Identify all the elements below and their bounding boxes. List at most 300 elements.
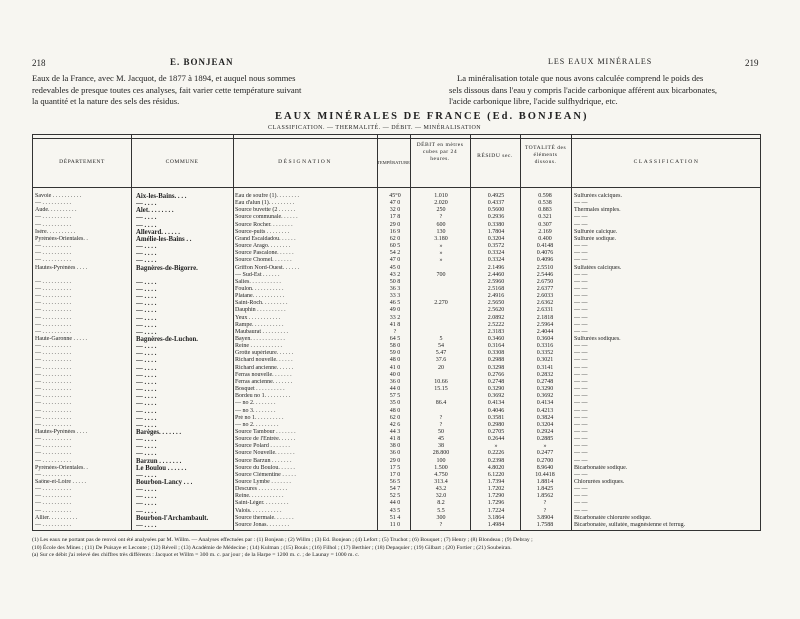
table-row	[33, 400, 760, 407]
residu-cell: 0.3308	[487, 350, 505, 357]
temperature-cell: 48 0	[389, 407, 401, 414]
designation-cell: Grotte supérieure. . . . . .	[235, 350, 294, 357]
classification-cell: — —	[574, 421, 588, 428]
temperature-cell: 44 0	[389, 500, 401, 507]
classification-cell: — —	[574, 314, 588, 321]
classification-cell: — —	[574, 285, 588, 292]
temperature-cell: 32 0	[389, 207, 401, 214]
departement-cell: — . . . . . . . . . .	[35, 328, 71, 335]
classification-cell: — —	[574, 364, 588, 371]
classification-cell: — —	[574, 386, 588, 393]
departement-cell: — . . . . . . . . . .	[35, 378, 71, 385]
table-row	[33, 515, 760, 522]
residu-cell: 0.4337	[487, 200, 505, 207]
temperature-cell: 48 0	[389, 357, 401, 364]
commune-cell: — . . . .	[136, 521, 157, 529]
debit-cell: 28.800	[432, 450, 450, 457]
table-row	[33, 500, 760, 507]
debit-cell: »	[439, 257, 443, 264]
commune-cell: — . . . .	[136, 436, 157, 444]
departement-cell: — . . . . . . . . . .	[35, 471, 71, 478]
designation-cell: Source Arago. . . . . . . .	[235, 243, 291, 250]
classification-cell: — —	[574, 350, 588, 357]
departement-cell: — . . . . . . . . . .	[35, 486, 71, 493]
debit-cell: ?	[439, 521, 443, 528]
classification-cell: Sulfurées sodiques.	[574, 336, 621, 342]
commune-cell: — . . . .	[136, 321, 157, 329]
classification-cell: — —	[574, 450, 588, 457]
classification-cell: — —	[574, 293, 588, 300]
residu-cell: 0.2748	[487, 378, 505, 385]
table-row	[33, 250, 760, 257]
debit-cell: 32.0	[435, 493, 447, 500]
left-page-number: 218	[32, 58, 46, 68]
totalite-cell: 0.2885	[536, 436, 554, 443]
residu-cell: 0.4046	[487, 407, 505, 414]
totalite-cell: 2.5510	[536, 264, 554, 271]
classification-cell: — —	[574, 436, 588, 443]
designation-cell: Griffon Nord-Ouest. . . . . .	[235, 264, 300, 271]
classification-cell: — —	[574, 486, 588, 493]
right-intro-line: sels dissous dans l'eau y compris l'acide carbonique afférent aux bicarbonates,	[449, 84, 718, 95]
designation-cell: Pré no 1. . . . . . . . . .	[235, 414, 284, 421]
temperature-cell: 56 5	[389, 479, 401, 485]
designation-cell: Source de l'Entrée. . . . . .	[235, 436, 296, 443]
temperature-cell: 54 2	[389, 250, 401, 257]
classification-cell: — —	[574, 343, 588, 350]
classification-cell: — —	[574, 243, 588, 250]
departement-cell: Haute-Garonne . . . . .	[35, 336, 87, 342]
designation-cell: Rampe. . . . . . . . . . .	[235, 321, 284, 328]
table-row	[33, 279, 760, 286]
designation-cell: Reine . . . . . . . . . . .	[235, 343, 282, 350]
departement-cell: — . . . . . . . . . .	[35, 407, 71, 414]
right-intro-line: l'acide carbonique libre, l'acide sulfhydrique, etc.	[449, 96, 618, 106]
temperature-cell: 62 0	[389, 235, 401, 242]
debit-cell: 45	[438, 436, 444, 443]
debit-cell: 2.020	[434, 200, 448, 207]
table-row	[33, 415, 760, 422]
designation-cell: Source Rocher. . . . . . . .	[235, 221, 293, 228]
commune-cell: Barèges. . . . . . .	[136, 428, 182, 436]
table-row	[33, 300, 760, 307]
debit-cell: ?	[439, 421, 443, 428]
departement-cell: — . . . . . . . . . .	[35, 507, 71, 514]
departement-cell: Savoie . . . . . . . . . .	[35, 193, 82, 199]
commune-cell: — . . . .	[136, 471, 157, 479]
totalite-cell: 0.2477	[536, 450, 554, 457]
temperature-cell: 44 3	[389, 428, 401, 435]
departement-cell: — . . . . . . . . . .	[35, 200, 71, 207]
departement-cell: — . . . . . . . . . .	[35, 357, 71, 364]
commune-cell: — . . . .	[136, 493, 157, 501]
temperature-cell: 36 0	[389, 378, 401, 385]
debit-cell: 86.4	[435, 400, 447, 407]
table-row	[33, 472, 760, 479]
departement-cell: Allier. . . . . . . . . .	[35, 514, 78, 521]
designation-cell: Yeux . . . . . . . . . . .	[235, 314, 281, 321]
table-row	[33, 329, 760, 336]
designation-cell: Platane. . . . . . . . . . .	[235, 293, 285, 300]
table-row	[33, 408, 760, 415]
table-row	[33, 365, 760, 372]
totalite-cell: ?	[543, 500, 547, 507]
residu-cell: 0.3324	[487, 250, 505, 257]
totalite-cell: 2.5964	[536, 321, 554, 328]
residu-cell: 1.7290	[487, 493, 505, 500]
departement-cell: — . . . . . . . . . .	[35, 364, 71, 371]
classification-cell: — —	[574, 307, 588, 314]
temperature-cell: 45 0	[389, 264, 401, 271]
debit-cell: 300	[436, 514, 446, 521]
commune-cell: — . . . .	[136, 507, 157, 515]
debit-cell: 100	[436, 457, 446, 464]
debit-cell: »	[439, 250, 443, 257]
debit-cell: 37.6	[435, 357, 447, 364]
residu-cell: 0.2936	[487, 214, 505, 221]
departement-cell: — . . . . . . . . . .	[35, 450, 71, 457]
temperature-cell: 52 5	[389, 493, 401, 500]
designation-cell: Eau de soufre (1). . . . . . . .	[235, 193, 299, 199]
designation-cell: Salies. . . . . . . . . . .	[235, 278, 281, 285]
temperature-cell: 64 5	[389, 336, 401, 342]
table-row	[33, 493, 760, 500]
classification-cell: — —	[574, 400, 588, 407]
residu-cell: 0.3204	[487, 235, 505, 242]
table-row	[33, 229, 760, 236]
designation-cell: — no 2. . . . . . . . .	[235, 421, 279, 428]
designation-cell: Bayen. . . . . . . . . . . .	[235, 336, 285, 342]
residu-cell: 0.2398	[487, 457, 505, 464]
temperature-cell: 35 0	[389, 400, 401, 407]
header-temperature: TEMPÉRATURE	[377, 160, 410, 165]
designation-cell: Reine. . . . . . . . . . . .	[235, 493, 284, 500]
designation-cell: Source Tambour . . . . . . .	[235, 428, 296, 435]
classification-cell: — —	[574, 371, 588, 378]
table-row	[33, 286, 760, 293]
residu-cell: 0.3572	[487, 243, 505, 250]
totalite-cell: 0.307	[538, 221, 552, 228]
departement-cell: — . . . . . . . . . .	[35, 493, 71, 500]
residu-cell: 2.1496	[487, 264, 505, 271]
classification-cell: Sulfurée calcique.	[574, 228, 618, 235]
designation-cell: Ferras nouvelle. . . . . . .	[235, 371, 292, 378]
residu-cell: 1.7296	[487, 500, 505, 507]
totalite-cell: 2.6750	[536, 278, 554, 285]
totalite-cell: 2.169	[538, 228, 552, 235]
designation-cell: Source Clémentine . . . . .	[235, 471, 296, 478]
footnote: (1) Les eaux ne portant pas de renvoi ont été analysées par M. Willm. — Analyses effectuées par : (1) Bonjean ; (2) Willm ; (3) Ed. Bonjean ; (4) Lefort ; (5) Truchot ; (6) Bouquet ; (7) Henry ; (8) Blondeau ; (9) Debray ;	[32, 537, 533, 543]
classification-cell: — —	[574, 378, 588, 385]
residu-cell: 3.1864	[487, 514, 505, 521]
designation-cell: Bordeu no 1. . . . . . . . .	[235, 393, 291, 400]
designation-cell: Valois. . . . . . . . . . .	[235, 507, 282, 514]
totalite-cell: 0.3824	[536, 414, 554, 421]
footnote: (10) École des Mines ; (11) De Puisaye et Leconte ; (12) Réveil ; (13) Académie de Médecine ; (14) Kulman ; (15) Bouis ; (16) Filhol ; (17) Berthier ; (18) Depaquier ; (19) Gilbart ; (20) Fortier ; (21) Soubeiran.	[32, 544, 512, 551]
designation-cell: Richard nouvelle. . . . . .	[235, 357, 293, 364]
totalite-cell: 1.8814	[536, 479, 554, 485]
classification-cell: — —	[574, 357, 588, 364]
table-row	[33, 393, 760, 400]
debit-cell: »	[439, 243, 443, 250]
table-row	[33, 307, 760, 314]
table-row	[33, 315, 760, 322]
left-intro-line: Eaux de la France, avec M. Jacquot, de 1877 à 1894, et auquel nous sommes	[32, 73, 296, 83]
temperature-cell: 43 5	[389, 507, 401, 514]
table-row	[33, 429, 760, 436]
temperature-cell: 41 0	[389, 364, 401, 371]
residu-cell: 1.7202	[487, 486, 505, 493]
debit-cell: 1.500	[434, 464, 448, 471]
table-row	[33, 458, 760, 465]
classification-cell: Bicarbonatée, sulfatée, magnésienne et ferrug.	[574, 521, 686, 528]
debit-cell: 2.270	[434, 300, 448, 307]
table-row	[33, 508, 760, 515]
commune-cell: Bourbon-Lancy . . .	[136, 479, 193, 486]
departement-cell: — . . . . . . . . . .	[35, 321, 71, 328]
totalite-cell: 2.6377	[536, 285, 554, 292]
classification-cell: — —	[574, 428, 588, 435]
designation-cell: — Sud-Est . . . . . .	[235, 271, 280, 278]
classification-cell: — —	[574, 414, 588, 421]
designation-cell: Saint-Léger. . . . . . . . .	[235, 500, 289, 507]
totalite-cell: 0.4148	[536, 243, 554, 250]
commune-cell: — . . . .	[136, 300, 157, 308]
temperature-cell: 49 0	[389, 307, 401, 314]
table-title: EAUX MINÉRALES DE FRANCE (Ed. BONJEAN)	[275, 111, 589, 122]
temperature-cell: 11 0	[389, 521, 401, 528]
temperature-cell: 54 7	[389, 486, 401, 493]
commune-cell: — . . . .	[136, 293, 157, 301]
debit-cell: 5.47	[435, 350, 447, 357]
residu-cell: 0.2705	[487, 428, 505, 435]
table-row	[33, 322, 760, 329]
departement-cell: — . . . . . . . . . .	[35, 278, 71, 285]
classification-cell: — —	[574, 328, 588, 335]
totalite-cell: 2.1818	[536, 314, 554, 321]
commune-cell: — . . . .	[136, 443, 157, 451]
commune-cell: — . . . .	[136, 371, 157, 379]
totalite-cell: »	[543, 443, 547, 450]
commune-cell: Le Boulou . . . . . .	[136, 464, 187, 472]
commune-cell: — . . . .	[136, 407, 157, 415]
residu-cell: 1.4984	[487, 521, 505, 528]
debit-cell: 38	[438, 443, 444, 450]
commune-cell: — . . . .	[136, 378, 157, 386]
header-classification: CLASSIFICATION	[633, 159, 700, 165]
header-debit: DÉBIT en mètres cubes par 24 heures.	[416, 142, 464, 162]
departement-cell: Pyrénées-Orientales. .	[35, 235, 88, 242]
departement-cell: — . . . . . . . . . .	[35, 414, 71, 421]
temperature-cell: 16 9	[389, 228, 401, 235]
departement-cell: — . . . . . . . . . .	[35, 457, 71, 464]
commune-cell: — . . . .	[136, 414, 157, 422]
table-row	[33, 243, 760, 250]
temperature-cell: 43 2	[389, 271, 401, 278]
classification-cell: — —	[574, 214, 588, 221]
debit-cell: ?	[439, 214, 443, 221]
table-row	[33, 357, 760, 364]
totalite-cell: 0.3141	[536, 364, 554, 371]
table-row	[33, 372, 760, 379]
totalite-cell: 2.5446	[536, 271, 554, 278]
totalite-cell: 0.2700	[536, 457, 554, 464]
left-intro-line: redevables de presque toutes ces analyses, fait varier cette température suivant	[32, 84, 302, 95]
table-row	[33, 272, 760, 279]
classification-cell: — —	[574, 221, 588, 228]
commune-cell: — . . . .	[136, 307, 157, 315]
temperature-cell: 50 8	[389, 278, 401, 285]
residu-cell: 0.5600	[487, 207, 505, 214]
table-row	[33, 486, 760, 493]
header-residu: RÉSIDU sec.	[477, 153, 513, 159]
temperature-cell: 17 5	[389, 464, 401, 471]
temperature-cell: 36 3	[389, 285, 401, 292]
commune-cell: Allevard. . . . . .	[136, 228, 180, 236]
commune-cell: — . . . .	[136, 257, 157, 265]
residu-cell: 2.5620	[487, 307, 505, 314]
commune-cell: — . . . .	[136, 243, 157, 251]
residu-cell: 1.7224	[487, 507, 505, 514]
classification-cell: — —	[574, 300, 588, 307]
temperature-cell: ?	[393, 328, 397, 335]
residu-cell: 6.1220	[487, 471, 505, 478]
table-row	[33, 343, 760, 350]
residu-cell: 2.4916	[487, 293, 505, 300]
classification-cell: Sulfurée sodique.	[574, 235, 616, 242]
residu-cell: 2.3183	[487, 328, 505, 335]
classification-cell: — —	[574, 257, 588, 264]
residu-cell: 2.5168	[487, 285, 505, 292]
table-row	[33, 336, 760, 343]
debit-cell: 130	[436, 228, 446, 235]
right-page-header: LES EAUX MINÉRALES	[548, 57, 653, 66]
departement-cell: — . . . . . . . . . .	[35, 386, 71, 393]
designation-cell: Grand Escaldadou. . . . . .	[235, 235, 296, 242]
residu-cell: 0.3324	[487, 257, 505, 264]
totalite-cell: 2.6362	[536, 300, 554, 307]
temperature-cell: 44 0	[389, 386, 401, 393]
departement-cell: — . . . . . . . . . .	[35, 293, 71, 300]
departement-cell: — . . . . . . . . . .	[35, 500, 71, 507]
right-page-number: 219	[745, 58, 759, 68]
commune-cell: — . . . .	[136, 328, 157, 336]
designation-cell: Descures . . . . . . . . . .	[235, 486, 287, 493]
residu-cell: 0.4134	[487, 400, 505, 407]
residu-cell: 2.4460	[487, 271, 505, 278]
classification-cell: — —	[574, 443, 588, 450]
temperature-cell: 29 0	[389, 457, 401, 464]
commune-cell: Alet. . . . . . . .	[136, 207, 174, 215]
designation-cell: Source Lymbe . . . . . . .	[235, 479, 291, 485]
classification-cell: — —	[574, 200, 588, 207]
designation-cell: Ferras ancienne. . . . . . .	[235, 378, 293, 385]
classification-cell: — —	[574, 471, 588, 478]
temperature-cell: 62 0	[389, 414, 401, 421]
totalite-cell: 0.4096	[536, 257, 554, 264]
designation-cell: Source Jonas. . . . . . . .	[235, 521, 289, 528]
table-subtitle: CLASSIFICATION. — THERMALITÉ. — DÉBIT. — MINÉRALISATION	[268, 125, 482, 131]
designation-cell: Source du Boulou. . . . . .	[235, 464, 295, 471]
temperature-cell: 57 5	[389, 393, 401, 400]
commune-cell: — . . . .	[136, 250, 157, 258]
left-intro	[32, 73, 392, 108]
debit-cell: 8.2	[437, 500, 445, 507]
totalite-cell: 0.3316	[536, 343, 554, 350]
temperature-cell: 41 8	[389, 321, 401, 328]
temperature-cell: 41 8	[389, 436, 401, 443]
table-row	[33, 479, 760, 486]
designation-cell: Dauphin . . . . . . . . . .	[235, 307, 286, 314]
table-row	[33, 422, 760, 429]
totalite-cell: 0.321	[538, 214, 552, 221]
designation-cell: Bosquet . . . . . . . . . .	[235, 386, 285, 393]
temperature-cell: 47 0	[389, 257, 401, 264]
totalite-cell: 0.3204	[536, 421, 554, 428]
header-departement: DÉPARTEMENT	[59, 159, 105, 165]
designation-cell: Source buvette (2 . . . . . .	[235, 207, 296, 214]
commune-cell: — . . . .	[136, 421, 157, 429]
residu-cell: 0.4925	[487, 193, 505, 199]
table-row	[33, 193, 760, 200]
residu-cell: 1.7394	[487, 479, 505, 485]
classification-cell: Bicarbonatée chlorurée sodique.	[574, 514, 652, 521]
commune-cell: Amélie-les-Bains . .	[136, 235, 192, 243]
commune-cell: — . . . .	[136, 486, 157, 494]
commune-cell: — . . . .	[136, 214, 157, 222]
departement-cell: Isère. . . . . . . . . .	[35, 228, 76, 235]
temperature-cell: 40 0	[389, 371, 401, 378]
right-intro-line: La minéralisation totale que nous avons calculée comprend le poids des	[457, 73, 704, 83]
temperature-cell: 59 0	[389, 350, 401, 357]
totalite-cell: 0.598	[538, 193, 552, 199]
debit-cell: 10.66	[434, 378, 448, 385]
table-row	[33, 379, 760, 386]
temperature-cell: 29 0	[389, 221, 401, 228]
departement-cell: — . . . . . . . . . .	[35, 343, 71, 350]
totalite-cell: 2.4044	[536, 328, 554, 335]
commune-cell: — . . . .	[136, 285, 157, 293]
departement-cell: — . . . . . . . . . .	[35, 421, 71, 428]
departement-cell: — . . . . . . . . . .	[35, 243, 71, 250]
commune-cell: Bagnères-de-Luchon.	[136, 336, 198, 343]
temperature-cell: 17 8	[389, 214, 401, 221]
right-intro	[449, 73, 779, 108]
commune-cell: — . . . .	[136, 393, 157, 401]
table-row	[33, 257, 760, 264]
residu-cell: 2.0892	[487, 314, 505, 321]
commune-cell: Aix-les-Bains. . . .	[136, 193, 187, 200]
totalite-cell: 0.3352	[536, 350, 554, 357]
temperature-cell: 51 4	[389, 514, 401, 521]
classification-cell: — —	[574, 507, 588, 514]
classification-cell: Sulfatées calciques.	[574, 264, 622, 271]
residu-cell: 0.3164	[487, 343, 505, 350]
classification-cell: — —	[574, 493, 588, 500]
residu-cell: 0.3692	[487, 393, 505, 400]
commune-cell: — . . . .	[136, 278, 157, 286]
departement-cell: — . . . . . . . . . .	[35, 393, 71, 400]
debit-cell: ?	[439, 414, 443, 421]
table-row	[33, 222, 760, 229]
departement-cell: — . . . . . . . . . .	[35, 436, 71, 443]
departement-cell: — . . . . . . . . . .	[35, 307, 71, 314]
table-row	[33, 265, 760, 272]
temperature-cell: 47 0	[389, 200, 401, 207]
debit-cell: 54	[438, 343, 444, 350]
debit-cell: 15.15	[434, 386, 448, 393]
left-intro-line: la quantité et la nature des sels des résidus.	[32, 96, 180, 106]
